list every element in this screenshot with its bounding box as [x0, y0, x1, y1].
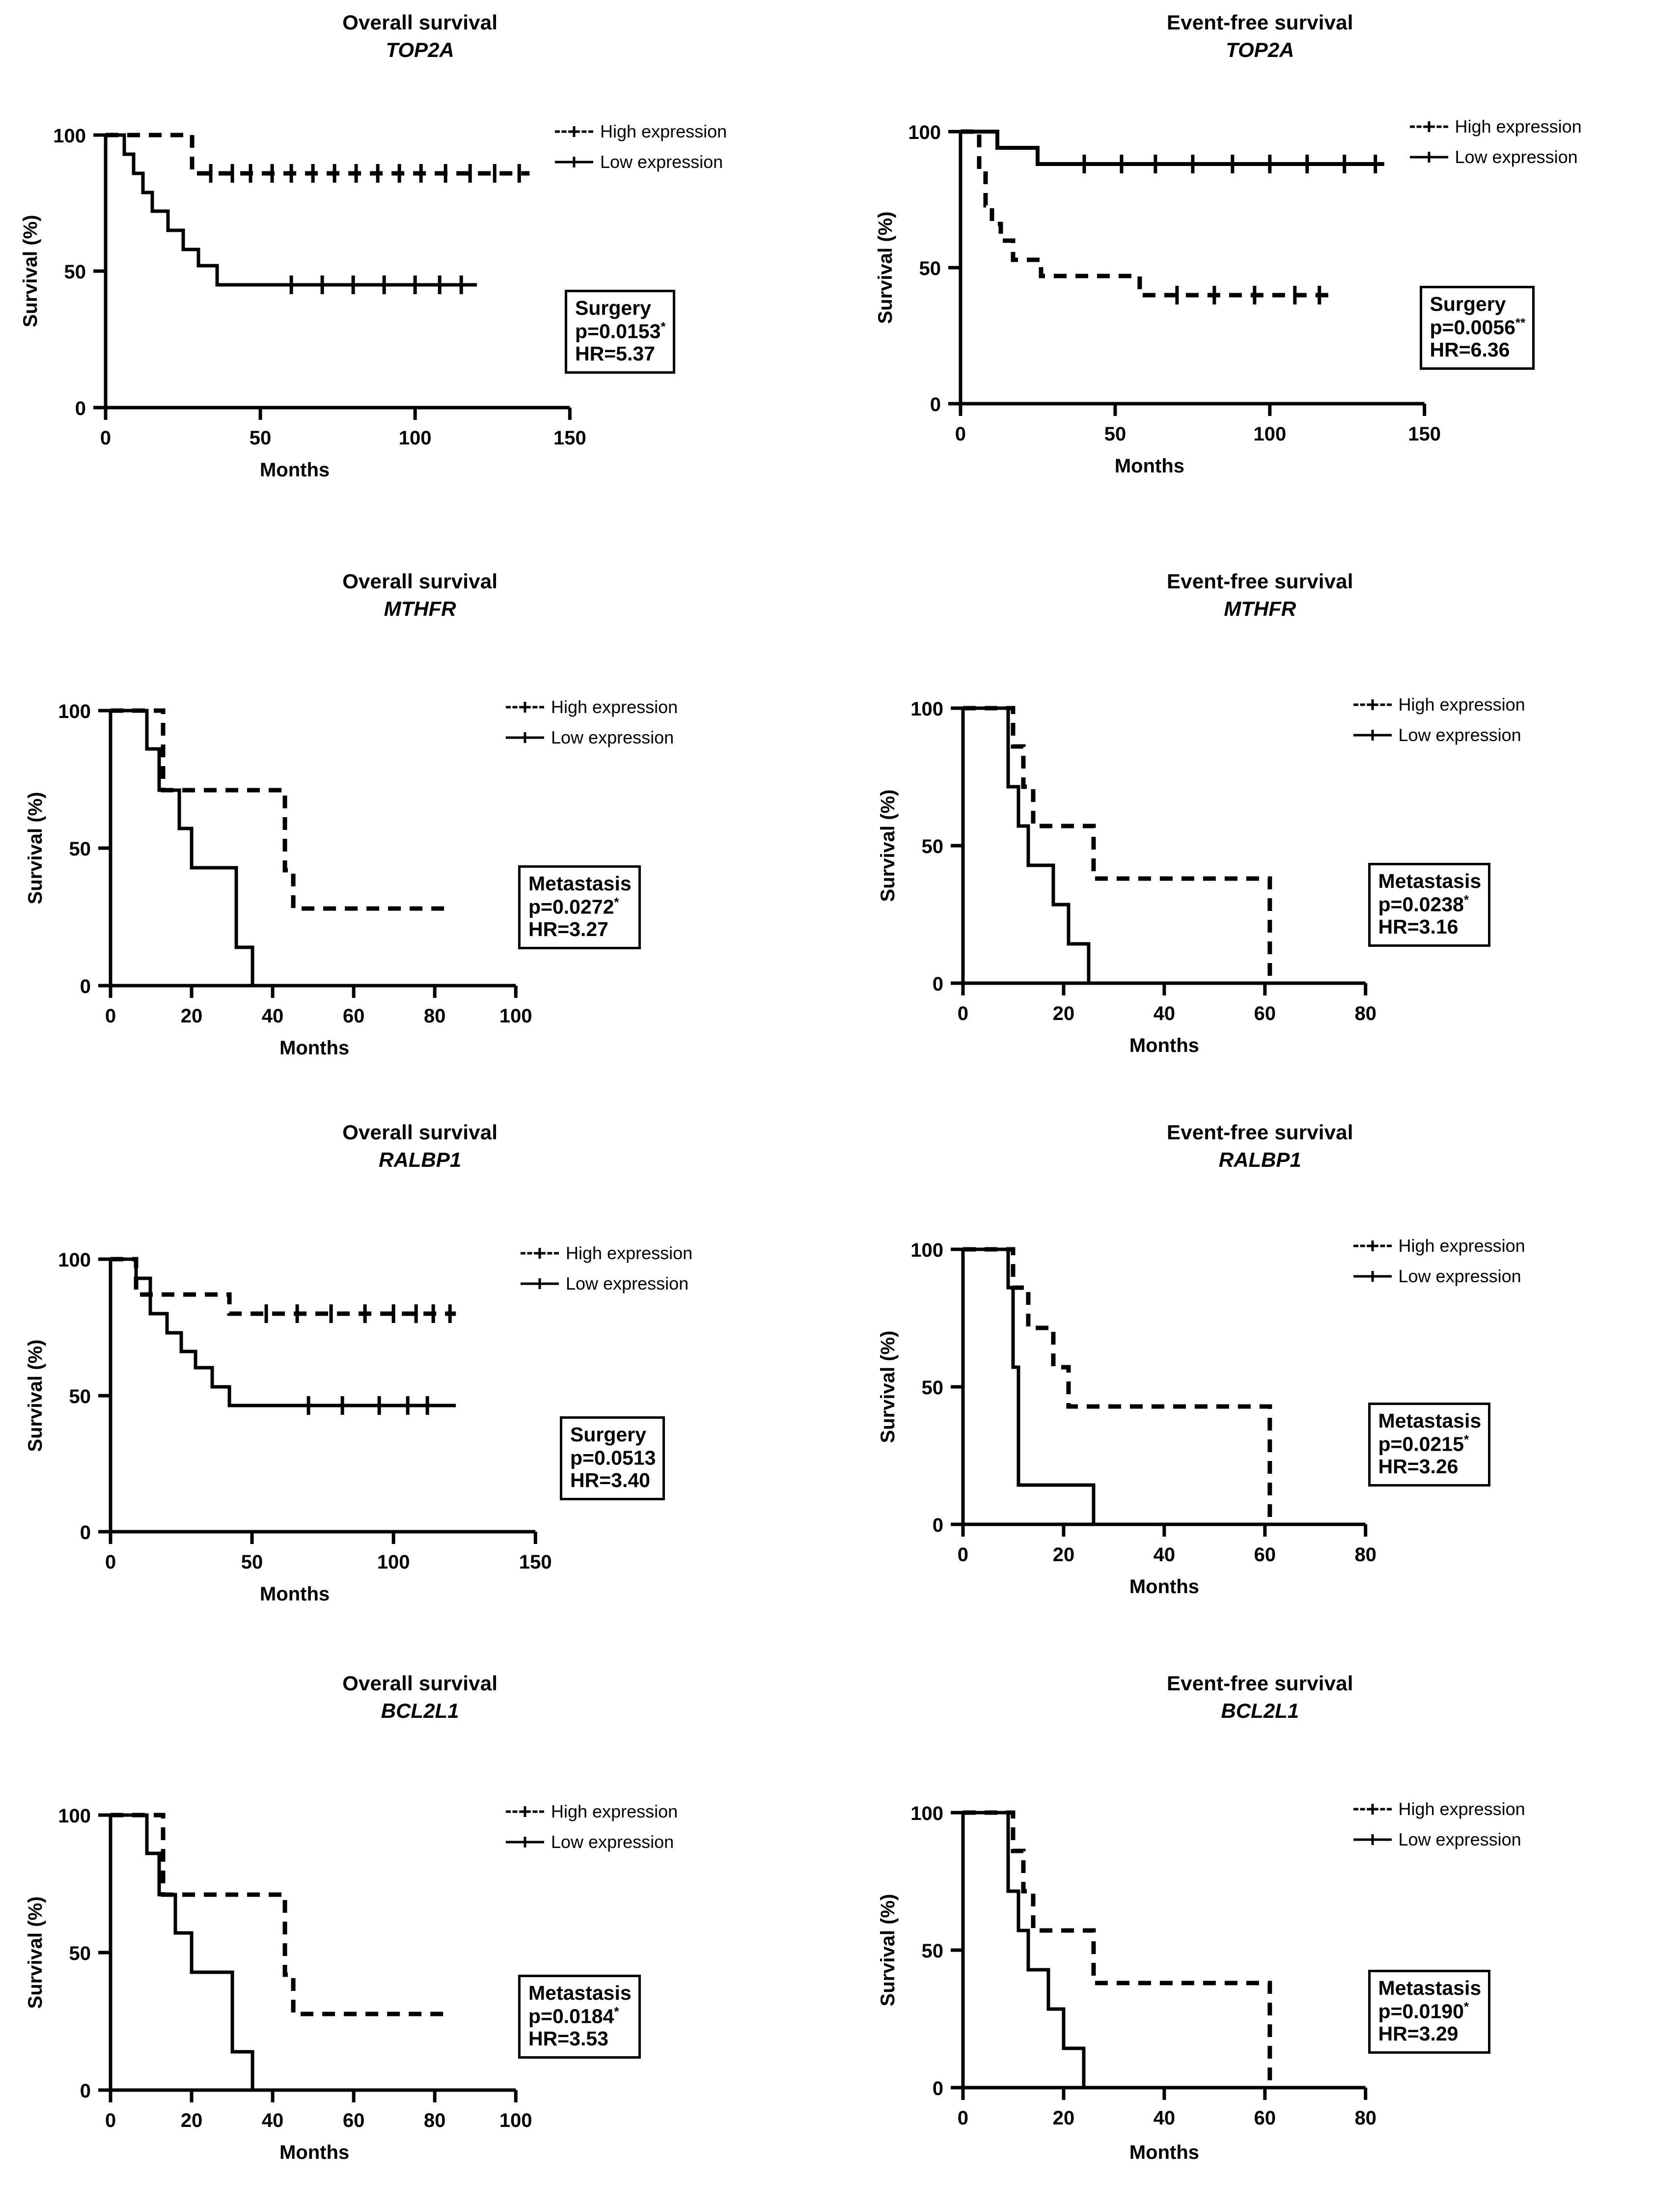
legend-item-high	[1410, 118, 1582, 136]
x-tick-0: 0	[105, 2110, 116, 2131]
y-tick-100: 100	[910, 698, 943, 720]
kaplan-meier-svg	[840, 551, 1680, 1102]
solid-line-icon	[521, 1278, 559, 1289]
stat-group: Metastasis	[528, 1982, 632, 2004]
legend-label-low: Low expression	[600, 152, 723, 172]
y-tick-100: 100	[910, 1802, 943, 1825]
panel-title: Overall survival	[342, 11, 498, 34]
stat-hr: HR=3.27	[528, 918, 608, 941]
y-axis-label: Survival (%)	[20, 215, 42, 328]
panel-title: Event-free survival	[1166, 1121, 1353, 1144]
stat-box	[1368, 863, 1491, 947]
legend-label-high: High expression	[566, 1243, 693, 1263]
curve-high	[963, 1249, 1269, 1524]
x-tick-20: 20	[1052, 1544, 1074, 1566]
legend-label-low: Low expression	[1398, 1829, 1521, 1849]
plot-area	[0, 1653, 840, 2204]
stat-pvalue: p=0.0272*	[528, 894, 619, 918]
stat-pvalue: p=0.0513	[570, 1446, 656, 1469]
y-axis-label: Survival (%)	[25, 1896, 47, 2009]
y-tick-50: 50	[921, 835, 943, 858]
x-tick-100: 100	[1253, 423, 1286, 445]
x-tick-150: 150	[519, 1551, 552, 1573]
x-tick-80: 80	[1354, 2107, 1377, 2129]
legend	[1410, 118, 1582, 179]
y-tick-0: 0	[930, 393, 941, 416]
panel-os-bcl2l1	[0, 1653, 840, 2204]
panel-gene-label: TOP2A	[386, 38, 454, 61]
stat-hr: HR=3.53	[528, 2027, 608, 2050]
legend-label-high: High expression	[1398, 1236, 1525, 1256]
panel-gene-label: BCL2L1	[1221, 1699, 1299, 1722]
kaplan-meier-svg	[840, 1102, 1680, 1653]
panel-title: Overall survival	[342, 570, 498, 593]
stat-hr: HR=6.36	[1430, 338, 1510, 361]
x-tick-20: 20	[180, 2110, 203, 2131]
kaplan-meier-svg	[840, 1653, 1680, 2204]
stat-hr: HR=3.16	[1378, 915, 1459, 938]
x-tick-50: 50	[249, 427, 272, 449]
panel-efs-ralbp1	[840, 1102, 1680, 1653]
x-tick-150: 150	[553, 427, 586, 449]
x-tick-60: 60	[1254, 1544, 1276, 1566]
legend-label-high: High expression	[551, 697, 678, 717]
legend-item-low	[521, 1275, 692, 1293]
x-tick-60: 60	[1254, 1002, 1276, 1025]
panel-gene-label: TOP2A	[1226, 38, 1294, 61]
legend	[555, 123, 727, 184]
panel-title: Overall survival	[342, 1672, 498, 1695]
legend-item-low	[506, 729, 678, 746]
panel-title: Event-free survival	[1166, 11, 1353, 34]
curve-low	[110, 711, 252, 986]
stat-box	[1368, 1970, 1491, 2054]
x-tick-80: 80	[1354, 1002, 1377, 1025]
legend-item-low	[1353, 1268, 1525, 1285]
stat-box	[560, 1416, 665, 1500]
stat-group: Metastasis	[1378, 1977, 1482, 1999]
legend-item-high	[506, 698, 678, 716]
stat-box	[1368, 1403, 1491, 1487]
kaplan-meier-svg	[0, 0, 840, 551]
x-tick-0: 0	[105, 1005, 116, 1027]
x-axis-label: Months	[1129, 1034, 1199, 1057]
stat-pvalue: p=0.0215*	[1378, 1432, 1469, 1456]
y-tick-50: 50	[69, 1386, 91, 1407]
legend	[506, 1803, 678, 1864]
legend-label-low: Low expression	[551, 1832, 674, 1852]
axes	[950, 708, 1365, 995]
y-tick-0: 0	[932, 2077, 943, 2100]
kaplan-meier-svg	[0, 551, 840, 1102]
panel-gene-label: RALBP1	[1218, 1148, 1301, 1171]
censor-marks-high	[211, 164, 519, 183]
solid-line-icon	[555, 157, 593, 167]
stat-group: Surgery	[1430, 293, 1506, 315]
stat-pvalue: p=0.0190*	[1378, 1999, 1469, 2023]
panel-gene-label: BCL2L1	[381, 1699, 459, 1722]
legend-item-high	[1353, 696, 1525, 714]
stat-group: Metastasis	[1378, 870, 1482, 892]
y-axis-label: Survival (%)	[877, 1330, 899, 1443]
plot-area	[840, 1653, 1680, 2204]
x-tick-0: 0	[957, 1544, 968, 1566]
curve-low	[963, 708, 1088, 983]
y-axis-label: Survival (%)	[877, 789, 899, 902]
x-tick-100: 100	[499, 1005, 532, 1027]
y-tick-0: 0	[80, 976, 91, 997]
x-tick-100: 100	[398, 427, 432, 449]
y-tick-0: 0	[932, 973, 943, 995]
x-axis-label: Months	[1129, 2141, 1199, 2164]
stat-box	[1420, 286, 1535, 370]
curve-high	[110, 1815, 447, 2014]
x-axis-label: Months	[260, 459, 330, 481]
x-tick-50: 50	[241, 1551, 263, 1573]
x-axis-label: Months	[1129, 1575, 1199, 1598]
x-axis-label: Months	[260, 1583, 330, 1605]
solid-line-icon	[1353, 1271, 1392, 1282]
legend-label-high: High expression	[1398, 694, 1525, 715]
y-tick-50: 50	[921, 1940, 943, 1962]
plot-area	[0, 1102, 840, 1653]
x-tick-0: 0	[100, 427, 111, 449]
stat-box	[518, 1975, 641, 2059]
x-tick-40: 40	[261, 2110, 284, 2131]
solid-line-icon	[1410, 152, 1448, 163]
legend-item-high	[1353, 1237, 1525, 1255]
curve-high	[110, 1259, 456, 1314]
legend-label-high: High expression	[1398, 1799, 1525, 1819]
stat-pvalue: p=0.0238*	[1378, 892, 1469, 916]
stat-box	[565, 290, 675, 374]
curve-low	[110, 1259, 456, 1406]
panel-efs-bcl2l1	[840, 1653, 1680, 2204]
legend-item-high	[555, 123, 727, 140]
plot-area	[840, 1102, 1680, 1653]
y-tick-100: 100	[58, 1805, 91, 1827]
kaplan-meier-svg	[0, 1653, 840, 2204]
stat-pvalue: p=0.0056**	[1430, 315, 1526, 339]
legend-label-low: Low expression	[566, 1273, 689, 1294]
plot-area	[0, 551, 840, 1102]
x-tick-40: 40	[1153, 1544, 1175, 1566]
legend-item-low	[1353, 1831, 1525, 1848]
y-axis-label: Survival (%)	[877, 1894, 899, 2007]
curve-low	[106, 135, 477, 285]
x-tick-0: 0	[955, 423, 966, 445]
stat-pvalue: p=0.0153*	[575, 319, 666, 343]
curve-low	[110, 1815, 252, 2090]
stat-group: Surgery	[570, 1423, 646, 1446]
y-axis-label: Survival (%)	[25, 792, 47, 905]
legend	[1353, 1237, 1525, 1298]
curve-high	[960, 132, 1384, 164]
solid-line-icon	[506, 732, 544, 743]
y-tick-100: 100	[910, 1239, 943, 1262]
x-tick-0: 0	[957, 2107, 968, 2129]
curve-high	[110, 711, 447, 909]
y-tick-50: 50	[918, 257, 941, 280]
panel-efs-top2a	[840, 0, 1680, 551]
x-tick-60: 60	[1254, 2107, 1276, 2129]
legend-label-low: Low expression	[551, 727, 674, 747]
y-tick-0: 0	[932, 1514, 943, 1537]
x-tick-20: 20	[1052, 1002, 1074, 1025]
panel-efs-mthfr	[840, 551, 1680, 1102]
x-tick-80: 80	[424, 2110, 446, 2131]
stat-pvalue: p=0.0184*	[528, 2004, 619, 2028]
axes	[98, 1259, 535, 1544]
x-tick-80: 80	[424, 1005, 446, 1027]
curve-low	[960, 132, 1331, 295]
y-tick-50: 50	[69, 838, 91, 860]
panel-os-ralbp1	[0, 1102, 840, 1653]
panel-gene-label: MTHFR	[384, 597, 456, 620]
legend-label-low: Low expression	[1398, 1266, 1521, 1286]
legend-item-low	[506, 1833, 678, 1851]
x-tick-20: 20	[180, 1005, 203, 1027]
panel-os-top2a	[0, 0, 840, 551]
x-axis-label: Months	[1114, 455, 1184, 477]
curve-high	[106, 135, 529, 173]
curve-low	[963, 1813, 1083, 2088]
dashed-line-icon	[521, 1248, 559, 1259]
legend-item-low	[1353, 726, 1525, 744]
stat-hr: HR=3.40	[570, 1469, 650, 1492]
y-tick-100: 100	[908, 121, 941, 144]
axes	[948, 132, 1424, 416]
legend-label-high: High expression	[1455, 116, 1582, 137]
y-tick-0: 0	[80, 2080, 91, 2102]
solid-line-icon	[506, 1837, 544, 1847]
x-axis-label: Months	[279, 2142, 350, 2163]
dashed-line-icon	[1353, 1240, 1392, 1251]
solid-line-icon	[1353, 730, 1392, 741]
legend	[521, 1244, 692, 1305]
y-tick-50: 50	[64, 261, 86, 283]
y-tick-0: 0	[80, 1522, 91, 1544]
legend-label-high: High expression	[551, 1801, 678, 1821]
legend-label-high: High expression	[600, 121, 727, 141]
x-tick-0: 0	[105, 1551, 116, 1573]
axes	[93, 135, 570, 420]
x-tick-50: 50	[1104, 423, 1126, 445]
y-tick-100: 100	[58, 1249, 91, 1271]
x-tick-40: 40	[261, 1005, 284, 1027]
kaplan-meier-svg	[840, 0, 1680, 551]
legend-item-high	[521, 1244, 692, 1262]
panel-gene-label: MTHFR	[1224, 597, 1296, 620]
panel-title: Event-free survival	[1166, 1672, 1353, 1695]
legend-item-high	[506, 1803, 678, 1820]
dashed-line-icon	[1353, 699, 1392, 710]
x-tick-40: 40	[1153, 1002, 1175, 1025]
stat-hr: HR=3.29	[1378, 2022, 1459, 2045]
legend	[1353, 1800, 1525, 1861]
x-tick-40: 40	[1153, 2107, 1175, 2129]
y-tick-100: 100	[53, 125, 86, 147]
plot-area	[0, 0, 840, 551]
x-tick-80: 80	[1354, 1544, 1377, 1566]
dashed-line-icon	[555, 126, 593, 137]
legend-label-low: Low expression	[1455, 147, 1578, 167]
dashed-line-icon	[1410, 121, 1448, 132]
panel-title: Event-free survival	[1166, 570, 1353, 593]
stat-group: Surgery	[575, 297, 651, 319]
x-axis-label: Months	[279, 1037, 350, 1059]
y-tick-50: 50	[921, 1377, 943, 1399]
stat-box	[518, 865, 641, 949]
legend	[506, 698, 678, 759]
x-tick-20: 20	[1052, 2107, 1074, 2129]
stat-hr: HR=3.26	[1378, 1455, 1459, 1478]
y-tick-100: 100	[58, 701, 91, 722]
y-tick-0: 0	[75, 398, 86, 419]
x-tick-60: 60	[342, 2110, 365, 2131]
dashed-line-icon	[506, 1806, 544, 1817]
plot-area	[840, 0, 1680, 551]
y-axis-label: Survival (%)	[874, 211, 896, 324]
stat-hr: HR=5.37	[575, 342, 655, 365]
panel-os-mthfr	[0, 551, 840, 1102]
dashed-line-icon	[1353, 1804, 1392, 1815]
stat-group: Metastasis	[1378, 1409, 1482, 1432]
x-tick-0: 0	[957, 1002, 968, 1025]
legend-item-low	[1410, 148, 1582, 166]
plot-area	[840, 551, 1680, 1102]
legend	[1353, 696, 1525, 757]
x-tick-60: 60	[342, 1005, 365, 1027]
axes	[950, 1813, 1365, 2100]
curve-low	[963, 1249, 1093, 1524]
legend-item-low	[555, 153, 727, 171]
x-tick-150: 150	[1407, 423, 1441, 445]
panel-title: Overall survival	[342, 1121, 498, 1144]
dashed-line-icon	[506, 702, 544, 713]
stat-group: Metastasis	[528, 872, 632, 895]
legend-label-low: Low expression	[1398, 725, 1521, 745]
panel-gene-label: RALBP1	[379, 1148, 462, 1171]
kaplan-meier-svg	[0, 1102, 840, 1653]
x-tick-100: 100	[499, 2110, 532, 2131]
solid-line-icon	[1353, 1834, 1392, 1845]
x-tick-100: 100	[377, 1551, 410, 1573]
y-axis-label: Survival (%)	[25, 1339, 47, 1452]
y-tick-50: 50	[69, 1943, 91, 1964]
legend-item-high	[1353, 1800, 1525, 1818]
